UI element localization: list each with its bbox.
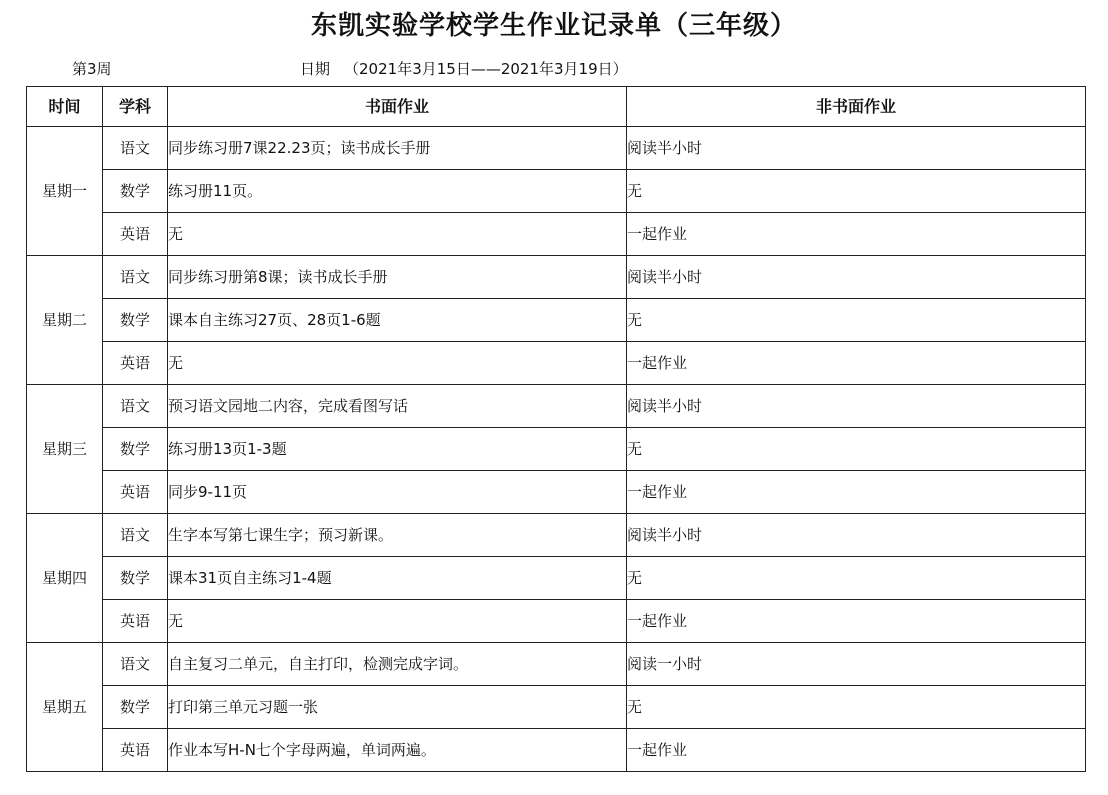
table-row	[27, 256, 1086, 299]
week-label: 第3周	[72, 60, 112, 78]
subject-cell: 数学	[103, 170, 168, 213]
written-cell: 练习册11页。	[168, 170, 627, 213]
day-cell: 星期二	[27, 256, 103, 385]
nonwritten-cell: 一起作业	[627, 600, 1086, 643]
nonwritten-cell: 阅读一小时	[627, 643, 1086, 686]
written-cell: 同步练习册第8课；读书成长手册	[168, 256, 627, 299]
table-row	[27, 686, 1086, 729]
table-row	[27, 299, 1086, 342]
nonwritten-cell: 一起作业	[627, 729, 1086, 772]
table-row	[27, 600, 1086, 643]
written-cell: 自主复习二单元，自主打印，检测完成字词。	[168, 643, 627, 686]
subject-cell: 数学	[103, 428, 168, 471]
written-cell: 无	[168, 342, 627, 385]
subject-cell: 数学	[103, 299, 168, 342]
written-cell: 课本自主练习27页、28页1-6题	[168, 299, 627, 342]
written-cell: 预习语文园地二内容，完成看图写话	[168, 385, 627, 428]
nonwritten-cell: 阅读半小时	[627, 385, 1086, 428]
header-time: 时间	[27, 87, 103, 127]
subject-cell: 语文	[103, 514, 168, 557]
nonwritten-cell: 阅读半小时	[627, 256, 1086, 299]
day-cell: 星期一	[27, 127, 103, 256]
nonwritten-cell: 无	[627, 557, 1086, 600]
subject-cell: 语文	[103, 643, 168, 686]
table-row	[27, 643, 1086, 686]
subject-cell: 英语	[103, 213, 168, 256]
nonwritten-cell: 无	[627, 686, 1086, 729]
day-cell: 星期三	[27, 385, 103, 514]
table-row	[27, 428, 1086, 471]
written-cell: 生字本写第七课生字；预习新课。	[168, 514, 627, 557]
table-row	[27, 127, 1086, 170]
written-cell: 打印第三单元习题一张	[168, 686, 627, 729]
subject-cell: 语文	[103, 127, 168, 170]
written-cell: 无	[168, 213, 627, 256]
subject-cell: 英语	[103, 600, 168, 643]
written-cell: 同步9-11页	[168, 471, 627, 514]
homework-table	[26, 86, 1086, 772]
table-row	[27, 385, 1086, 428]
nonwritten-cell: 一起作业	[627, 213, 1086, 256]
subject-cell: 英语	[103, 729, 168, 772]
date-line	[300, 58, 628, 80]
table-row	[27, 342, 1086, 385]
table-row	[27, 557, 1086, 600]
date-range: （2021年3月15日——2021年3月19日）	[344, 60, 628, 78]
subject-cell: 语文	[103, 256, 168, 299]
nonwritten-cell: 阅读半小时	[627, 127, 1086, 170]
nonwritten-cell: 阅读半小时	[627, 514, 1086, 557]
table-row	[27, 170, 1086, 213]
subject-cell: 数学	[103, 557, 168, 600]
written-cell: 练习册13页1-3题	[168, 428, 627, 471]
header-subject: 学科	[103, 87, 168, 127]
subject-cell: 语文	[103, 385, 168, 428]
subject-cell: 英语	[103, 471, 168, 514]
day-cell: 星期五	[27, 643, 103, 772]
nonwritten-cell: 一起作业	[627, 342, 1086, 385]
day-cell: 星期四	[27, 514, 103, 643]
table-row	[27, 213, 1086, 256]
table-row	[27, 514, 1086, 557]
nonwritten-cell: 无	[627, 428, 1086, 471]
nonwritten-cell: 无	[627, 170, 1086, 213]
written-cell: 无	[168, 600, 627, 643]
table-row	[27, 729, 1086, 772]
date-label: 日期	[300, 60, 331, 78]
subject-cell: 英语	[103, 342, 168, 385]
written-cell: 作业本写H-N七个字母两遍，单词两遍。	[168, 729, 627, 772]
nonwritten-cell: 一起作业	[627, 471, 1086, 514]
header-row	[27, 87, 1086, 127]
header-written: 书面作业	[168, 87, 627, 127]
written-cell: 同步练习册7课22.23页；读书成长手册	[168, 127, 627, 170]
subject-cell: 数学	[103, 686, 168, 729]
page-title: 东凯实验学校学生作业记录单（三年级）	[310, 11, 797, 41]
written-cell: 课本31页自主练习1-4题	[168, 557, 627, 600]
nonwritten-cell: 无	[627, 299, 1086, 342]
header-nonwritten: 非书面作业	[627, 87, 1086, 127]
table-row	[27, 471, 1086, 514]
